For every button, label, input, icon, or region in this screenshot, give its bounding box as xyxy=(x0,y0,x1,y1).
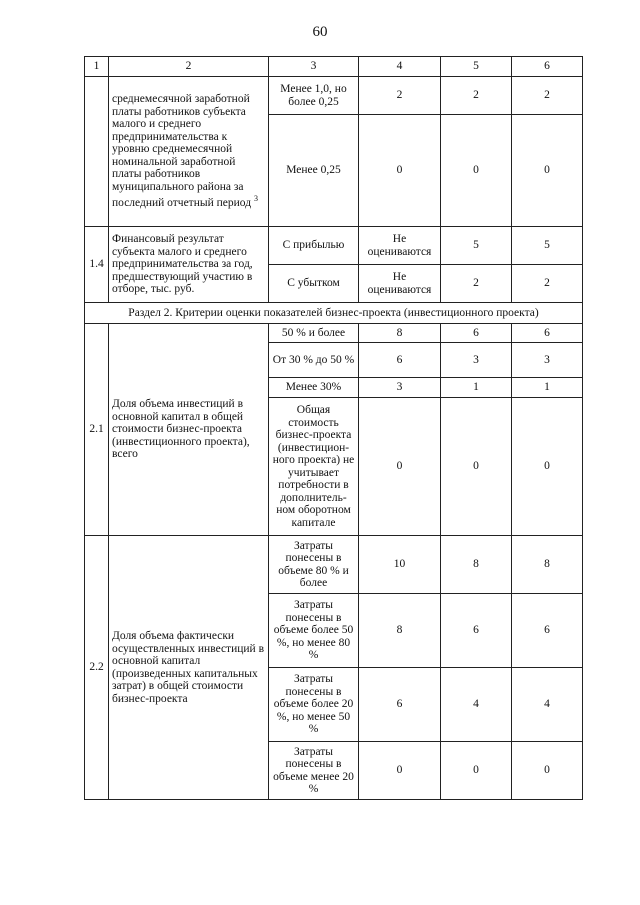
header-cell: 4 xyxy=(359,57,441,77)
condition-cell: Менее 0,25 xyxy=(269,115,359,227)
header-cell: 3 xyxy=(269,57,359,77)
score-cell: 0 xyxy=(359,398,441,536)
score-cell: 0 xyxy=(512,398,583,536)
section-row xyxy=(85,303,583,324)
criteria-table xyxy=(84,56,583,800)
criterion-cell xyxy=(109,77,269,227)
score-cell: 0 xyxy=(512,115,583,227)
table-row xyxy=(85,536,583,594)
criterion-cell: Доля объема инвестиций в основной капитал в общей стоимости бизнес-проекта (инвестиционного проекта), всего xyxy=(109,324,269,536)
score-cell: 0 xyxy=(359,115,441,227)
header-cell: 5 xyxy=(441,57,512,77)
condition-cell: От 30 % до 50 % xyxy=(269,343,359,378)
score-cell: 4 xyxy=(441,668,512,742)
score-cell: 3 xyxy=(441,343,512,378)
table-row xyxy=(85,227,583,265)
score-cell: 6 xyxy=(512,594,583,668)
score-cell: 1 xyxy=(512,378,583,398)
score-cell: 0 xyxy=(512,742,583,800)
score-cell: 2 xyxy=(359,77,441,115)
score-cell: 6 xyxy=(441,594,512,668)
criterion-text: среднемесячной заработной платы работников субъекта малого и среднего предпринимательства к уровню среднемесячной номинальной заработной платы работников муниципального района за последний отчетный период xyxy=(112,93,252,210)
score-cell: 8 xyxy=(359,324,441,343)
header-cell: 1 xyxy=(85,57,109,77)
condition-cell: Затраты понесены в объеме менее 20 % xyxy=(269,742,359,800)
row-number: 1.4 xyxy=(85,227,109,303)
condition-cell: Затраты понесены в объеме более 50 %, но менее 80 % xyxy=(269,594,359,668)
score-cell: 6 xyxy=(512,324,583,343)
condition-cell: Затраты понесены в объеме более 20 %, но менее 50 % xyxy=(269,668,359,742)
score-cell: 3 xyxy=(359,378,441,398)
row-number: 2.1 xyxy=(85,324,109,536)
table-row xyxy=(85,77,583,115)
table-row xyxy=(85,324,583,343)
score-cell: 3 xyxy=(512,343,583,378)
score-cell: 2 xyxy=(512,265,583,303)
row-number xyxy=(85,77,109,227)
criterion-cell: Доля объема фактически осуществленных инвестиций в основной капитал (произведенных капитальных затрат) в общей стоимости бизнес-проекта xyxy=(109,536,269,800)
section-title: Раздел 2. Критерии оценки показателей бизнес-проекта (инвестиционного проекта) xyxy=(85,303,583,324)
score-cell: 0 xyxy=(441,115,512,227)
condition-cell: Менее 1,0, но более 0,25 xyxy=(269,77,359,115)
score-cell: 5 xyxy=(512,227,583,265)
criterion-cell: Финансовый результат субъекта малого и среднего предпринимательства за год, предшествующий участию в отборе, тыс. руб. xyxy=(109,227,269,303)
score-cell: 2 xyxy=(441,265,512,303)
score-cell: Не оцениваются xyxy=(359,227,441,265)
score-cell: 5 xyxy=(441,227,512,265)
score-cell: 0 xyxy=(441,742,512,800)
condition-cell: С убытком xyxy=(269,265,359,303)
score-cell: 0 xyxy=(441,398,512,536)
score-cell: 6 xyxy=(359,668,441,742)
score-cell: 0 xyxy=(359,742,441,800)
score-cell: 8 xyxy=(512,536,583,594)
condition-cell: С прибылью xyxy=(269,227,359,265)
condition-cell: 50 % и более xyxy=(269,324,359,343)
score-cell: 4 xyxy=(512,668,583,742)
footnote-mark: 3 xyxy=(253,194,258,204)
score-cell: Не оцениваются xyxy=(359,265,441,303)
score-cell: 10 xyxy=(359,536,441,594)
page-number: 60 xyxy=(312,24,328,40)
score-cell: 6 xyxy=(359,343,441,378)
header-cell: 2 xyxy=(109,57,269,77)
condition-cell: Менее 30% xyxy=(269,378,359,398)
score-cell: 6 xyxy=(441,324,512,343)
score-cell: 1 xyxy=(441,378,512,398)
score-cell: 8 xyxy=(359,594,441,668)
score-cell: 2 xyxy=(441,77,512,115)
condition-cell: Затраты понесены в объеме 80 % и более xyxy=(269,536,359,594)
score-cell: 8 xyxy=(441,536,512,594)
header-row xyxy=(85,57,583,77)
header-cell: 6 xyxy=(512,57,583,77)
condition-cell: Общая стоимость бизнес-проекта (инвестицион-ного проекта) не учитывает потребности в дополнитель-ном оборотном капитале xyxy=(269,398,359,536)
row-number: 2.2 xyxy=(85,536,109,800)
score-cell: 2 xyxy=(512,77,583,115)
